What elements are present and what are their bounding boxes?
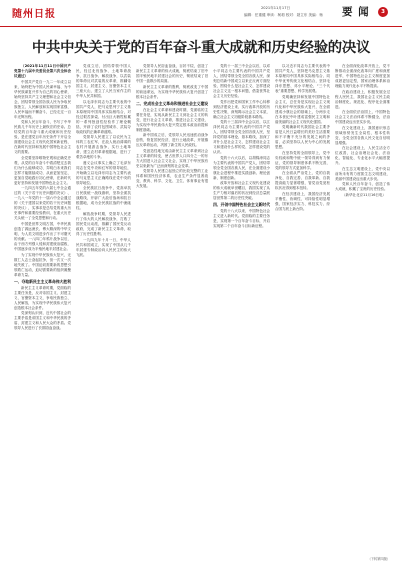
article-paragraph: 党作出把党和国家工作中心转移到经济建设上来、实行改革开放的历史性决策，深刻揭示社会主义本质，确立社会主义初级阶段基本路线。 xyxy=(213,99,271,119)
article-paragraph: 党明确新时代我国社会主要矛盾是人民日益增长的美好生活需要和不平衡不充分的发展之间的矛盾，必须坚持以人民为中心的发展思想。 xyxy=(275,125,331,150)
article-paragraph: 在坚持党的全面领导上，党中央权威和集中统一领导得到有力保证，党的领导制度体系不断完善，党的领导方式更加科学。 xyxy=(275,150,331,170)
article-column xyxy=(213,64,270,557)
article-paragraph: 党和人民百年奋斗，书写了中华民族几千年历史上最恢宏的史诗。总结党的百年奋斗重大成就和历史经验，是在建党百年历史条件下开启全面建设社会主义现代化国家新征程、在新时代坚持和发展中国特色社会主义的需要。 xyxy=(14,120,71,155)
article-paragraph: 党的十一届三中全会以后，以邓小平同志为主要代表的中国共产党人，团结带领全党全国各族人民，深刻总结新中国成立以来正反两方面经验，围绕什么是社会主义、怎样建设社会主义这一根本问题，借鉴世界社会主义历史经验。 xyxy=(213,64,271,99)
page-number-badge: 3 xyxy=(378,7,388,17)
article-paragraph: 在政治建设上，积极发展全过程人民民主，我国社会主义民主政治制度化、规范化、程序化全面推进。 xyxy=(335,89,390,109)
editor-credits: 编辑：任重健 审读：柯莉 校对：聂立东 美编：杨 xyxy=(244,13,323,17)
article-paragraph: 党的十八大以来，中国特色社会主义进入新时代。党面临的主要任务是，实现第一个百年奋斗目标，开启实现第二个百年奋斗目标新征程。 xyxy=(213,209,271,229)
article-paragraph: 在生态文明建设上，党中央以前所未有的力度抓生态文明建设，美丽中国建设迈出重大步伐。 xyxy=(335,166,390,181)
article-paragraph: 在文化建设上，我国意识形态领域形势发生全局性、根本性转变，全党全国各族人民文化自信明显增强。 xyxy=(335,125,390,145)
article-paragraph: 在社会建设上，人民生活全方位改善，社会治理社会化、法治化、智能化、专业化水平大幅度提升。 xyxy=(335,146,390,166)
article-lead: （2021年11月11日中国共产党第十九届中央委员会第六次全体会议通过） xyxy=(14,64,71,79)
article-paragraph: 党和人民百年奋斗，创造了伟大成就，积累了宝贵的历史经验。 xyxy=(335,182,390,192)
article-paragraph: 改革开放和社会主义现代化建设的伟大成就举世瞩目，我国实现了从生产力相对落后的状况到经济总量跃居世界第二的历史性突破。 xyxy=(213,181,271,201)
article-paragraph: 以习近平同志为主要代表的中国共产党人，坚持把马克思主义基本原理同中国具体实际相结合、同中华优秀传统文化相结合，坚持毛泽东思想、邓小平理论、“三个代表”重要思想、科学发展观。 xyxy=(275,64,331,94)
article-paragraph: 党深刻认识到，近代中国社会的主要矛盾是帝国主义和中华民族的矛盾、封建主义和人民大众的矛盾。党领导人民进行了长期浴血奋战。 xyxy=(14,311,71,331)
article-column xyxy=(275,64,330,557)
article-paragraph: 新中国成立后，党领导人民迅速医治战争创伤，恢复国民经济，进行土地改革，开展镇压反革命运动，巩固了新生的人民政权。 xyxy=(135,133,209,148)
continued-note: （下转第四版） xyxy=(367,557,390,561)
article-column xyxy=(335,64,390,557)
article-column xyxy=(76,64,131,557)
article-paragraph: 在社会主义革命和建设时期，党面临的主要任务是，实现从新民主主义到社会主义的转变，进行社会主义革命，推进社会主义建设，为实现中华民族伟大复兴奠定根本政治前提和制度基础。 xyxy=(135,107,209,132)
section-subheading: 四、开创中国特色社会主义新时代 xyxy=(213,202,271,208)
article-paragraph: 全民族抗日战争中，党高举抗日民族统一战线旗帜，坚持全面抗战路线，开辟广大敌后战场和抗日根据地，成为全民族抗战的中流砥柱。 xyxy=(75,186,131,211)
article-paragraph: 在全面依法治国上，中国特色社会主义法治体系不断健全，法治中国建设迈出坚实步伐。 xyxy=(335,110,390,125)
article-paragraph: 一九四五年党的六届七中全会通过的《关于若干历史问题的决议》、一九八一年党的十一届六中全会通过的《关于建国以来党的若干历史问题的决议》，实事求是总结党的重大历史事件和重要经验教训，在重大历史关头统一了全党思想和行动。 xyxy=(14,186,71,221)
article-paragraph: 全党要坚持唯物史观和正确党史观，从党的百年奋斗中看清楚过去我们为什么能够成功、弄明白未来我们怎样才能继续成功，从而更加坚定、更加自觉地践行初心使命，在新时代更好坚持和发展中国特色社会主义。 xyxy=(14,155,71,185)
section-subheading: 一、夺取新民主主义革命伟大胜利 xyxy=(14,278,71,284)
article-paragraph: 一九四九年十月一日，中华人民共和国成立，实现了中国从几千年封建专制政治向人民民主的伟大飞跃。 xyxy=(75,237,131,257)
article-paragraph: 在经济建设上，我国经济发展平衡性、协调性、可持续性明显增强，国家经济实力、科技实力、综合国力跃上新台阶。 xyxy=(275,191,331,211)
article-paragraph: 新民主主义革命的胜利，彻底改变了中国的前途命运，为实现中华民族伟大复兴创造了根本社会条件。 xyxy=(135,84,209,99)
article-paragraph: 中国共产党自一九二一年成立以来，始终把为中国人民谋幸福、为中华民族谋复兴作为自己的初心使命，始终坚持共产主义理想和社会主义信念，团结带领全国各族人民为争取民族独立、人民解放和实现国家富强、人民幸福而不懈奋斗，已经走过一百年光辉历程。 xyxy=(14,79,71,119)
article-column xyxy=(136,64,208,557)
article-paragraph: 党的十三届四中全会以后，以江泽民同志为主要代表的中国共产党人，团结带领全党全国各族人民，坚持党的基本理论、基本路线，加深了对什么是社会主义、怎样建设社会主义和建设什么样的党、怎样建设党的认识。 xyxy=(213,120,271,155)
masthead xyxy=(0,0,402,27)
article-paragraph: 党成立后，团结带领中国人民，经过北伐战争、土地革命战争、抗日战争、解放战争，以武装的革命反对武装的反革命，推翻帝国主义、封建主义、官僚资本主义三座大山，建立了人民当家作主的中华人民共和国。 xyxy=(75,64,131,99)
article-paragraph: （新华社北京11月16日电） xyxy=(342,192,386,197)
article-paragraph: 解放战争时期，党领导人民进行了伟大的人民解放战争，打败了国民党反动派，推翻了国民党反动政府，完成了新民主主义革命，取得了历史性胜利。 xyxy=(75,211,131,237)
article-paragraph: 在全面深化改革开放上，党不断推动全面深化改革向广度和深度进军，中国特色社会主义制度更加成熟更加定型，国家治理体系和治理能力现代化水平不断提高。 xyxy=(335,64,390,89)
article-headline: 中共中央关于党的百年奋斗重大成就和历史经验的决议 xyxy=(31,40,371,56)
article-paragraph: 为了实现中华民族伟大复兴，无数仁人志士奋起抗争，但一次又一次地失败了。中国迫切需要新的思想引领救亡运动，迫切需要新的组织凝聚革命力量。 xyxy=(14,252,71,277)
article-column xyxy=(14,64,71,557)
section-subheading: 二、完成社会主义革命和推进社会主义建设 xyxy=(135,100,209,106)
issue-date: 2021年11月17日 xyxy=(261,6,291,10)
article-paragraph: 遵义会议事实上确立了毛泽东同志在党中央和红军的领导地位，开始确立以毛泽东同志为主要代表的马克思主义正确路线在党中央的领导地位。 xyxy=(75,160,131,185)
article-paragraph: 在全面从严治党上，党的自我净化、自我完善、自我革新、自我提高能力显著增强，管党治党宽松软状况得到根本扭转。 xyxy=(275,171,331,191)
article-paragraph: 新民主主义革命时期，党面临的主要任务是，反对帝国主义、封建主义、官僚资本主义，争取民族独立、人民解放，为实现中华民族伟大复兴创造根本社会条件。 xyxy=(14,285,71,310)
section-title: 要 闻 xyxy=(342,6,370,18)
article-paragraph: 党领导人民浴血奋战、百折不挠，创造了新民主主义革命的伟大成就，彻底结束了旧中国半殖民地半封建社会的历史，彻底结束了旧中国一盘散沙的局面。 xyxy=(135,64,209,84)
article-body xyxy=(14,64,390,557)
article-paragraph: 党的十六大以后，以胡锦涛同志为主要代表的中国共产党人，团结带领全党全国各族人民，在全面建设小康社会进程中推进实践创新、理论创新、制度创新。 xyxy=(213,155,271,180)
article-paragraph: 党领导人民建立起独立的比较完整的工业体系和国民经济体系，农业生产条件显著改变，教育、科学、文化、卫生、体育事业有很大发展。 xyxy=(135,169,209,189)
article-paragraph: 党明确坚持和发展中国特色社会主义，总任务是实现社会主义现代化和中华民族伟大复兴，在全面建成小康社会的基础上，分两步走在本世纪中叶建成富强民主文明和谐美丽的社会主义现代化强国。 xyxy=(275,94,331,124)
article-paragraph: 中国是世界文明古国，中华民族创造了源远流长、博大精深的中华文明，为人类文明进步作出了不可磨灭的贡献。一八四〇年鸦片战争以后，由于西方列强入侵和封建统治腐败，中国逐步成为半殖民地半封建社会。 xyxy=(14,221,71,252)
article-paragraph: 以毛泽东同志为主要代表的中国共产党人，把马克思列宁主义基本原理同中国具体实际相结合，对经过艰苦探索、付出巨大牺牲积累的一系列独创性经验作了理论概括，开辟了农村包围城市、武装夺取政权的正确革命道路。 xyxy=(75,99,131,134)
article-paragraph: 党领导人民建立了以农民为主体的工农红军，在敌人统治薄弱的农村开展游击战争，实行土地革命，建立农村革命根据地，进行了艰苦卓绝的斗争。 xyxy=(75,135,131,160)
article-paragraph: 党创造性地完成由新民主主义革命到社会主义革命的转变，使占世界人口四分之一的东方大国进入社会主义社会，实现了中华民族有史以来最为广泛而深刻的社会变革。 xyxy=(135,148,209,168)
newspaper-logo: 随州日报 xyxy=(12,9,56,20)
